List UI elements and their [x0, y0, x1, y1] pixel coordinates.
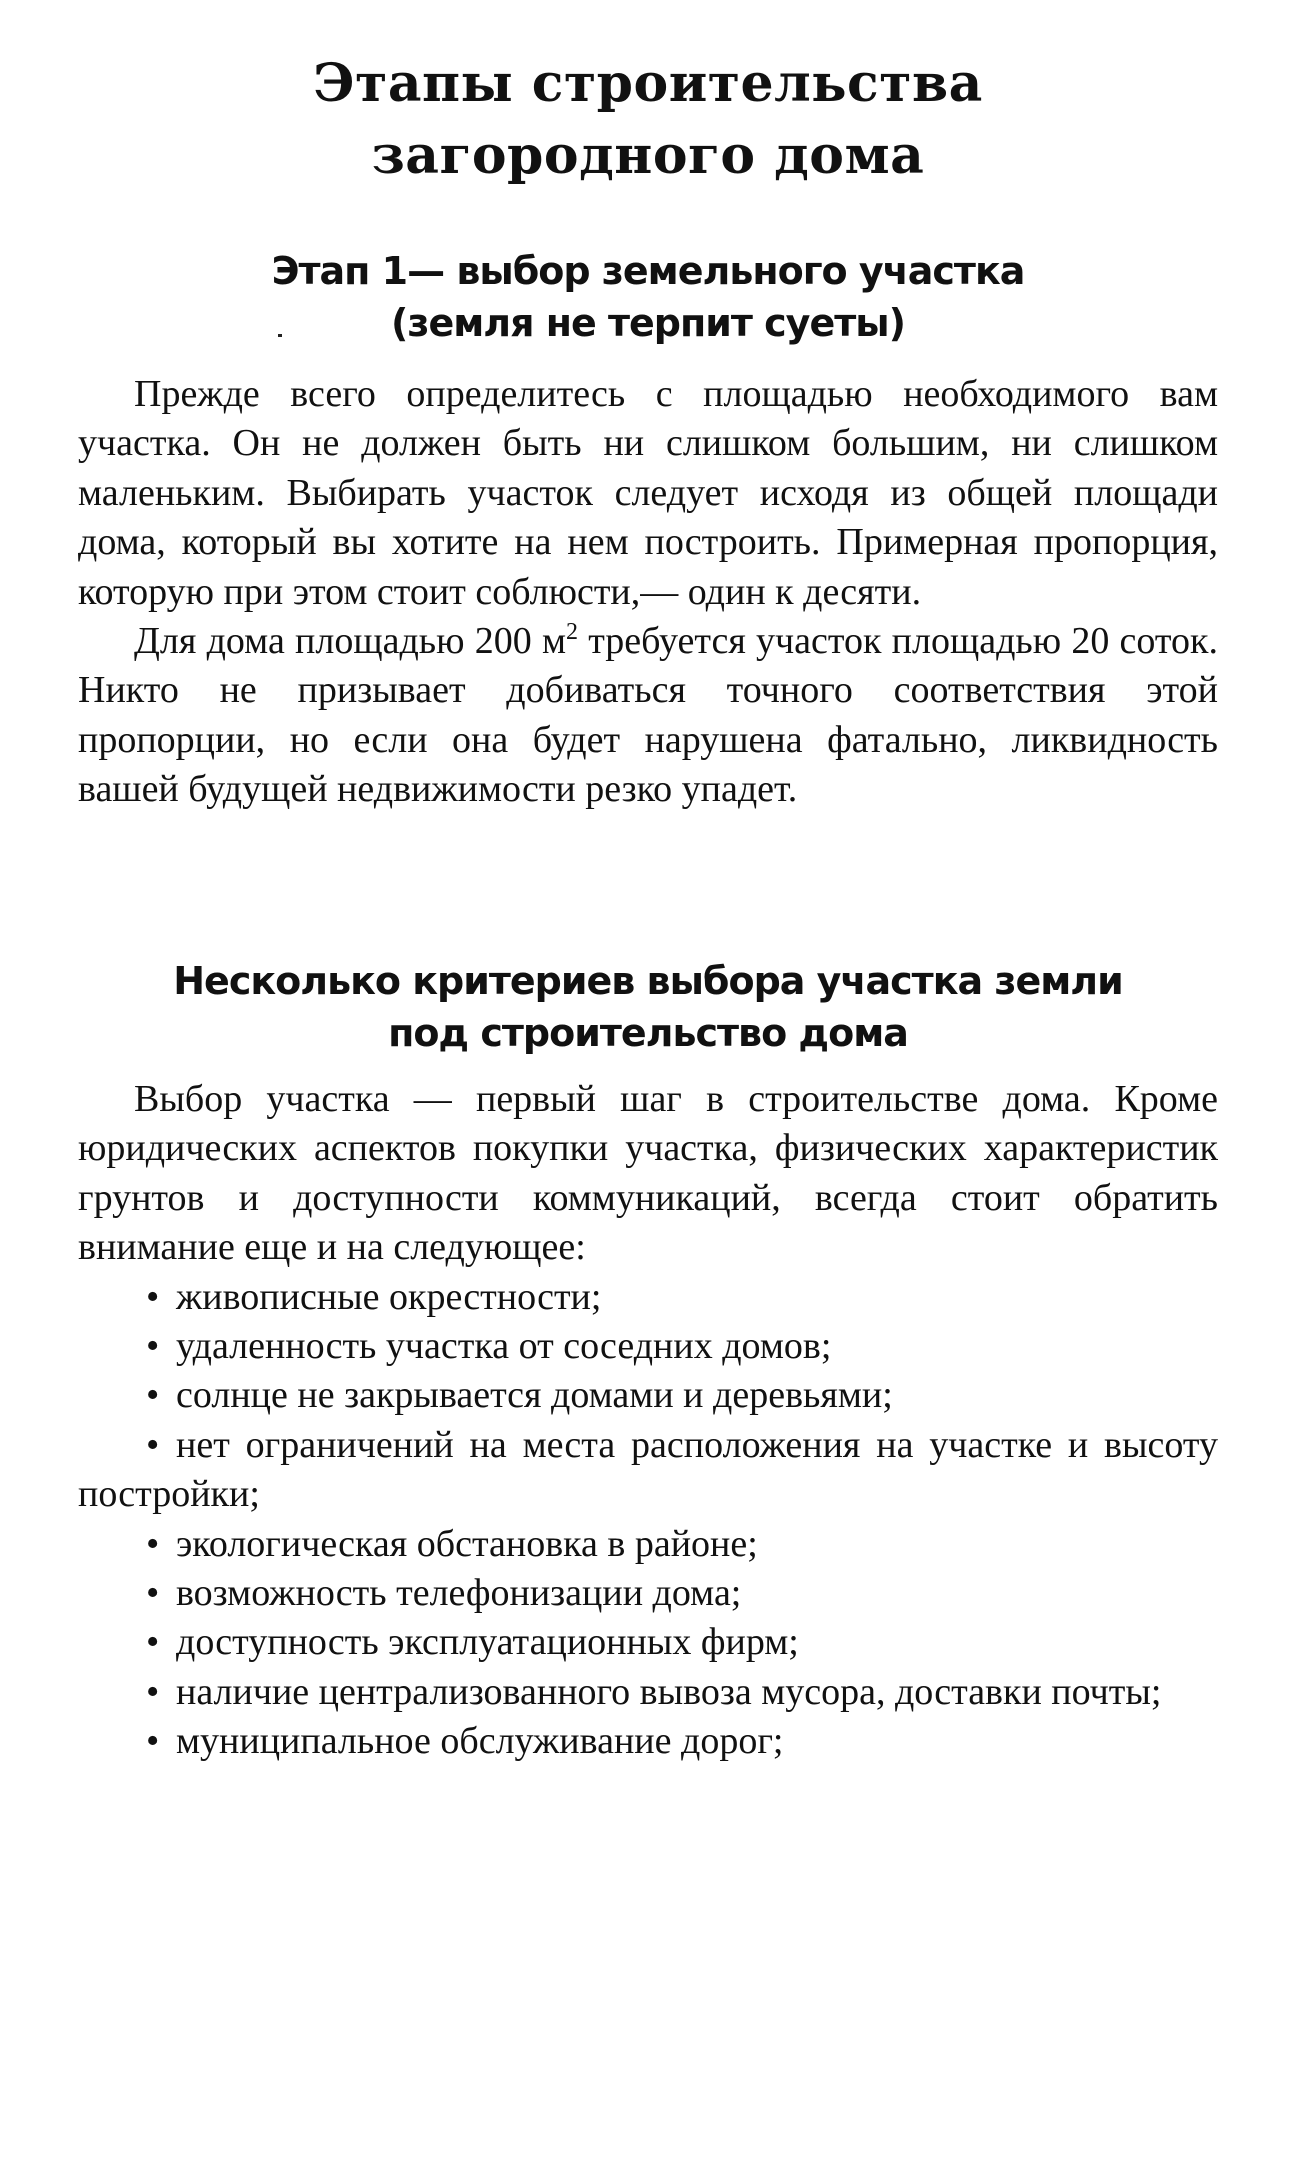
stage-1-heading-line-2: (земля не терпит суеты) — [391, 301, 905, 345]
criteria-body — [78, 1075, 1218, 1767]
list-item — [78, 1371, 1218, 1420]
list-item — [78, 1569, 1218, 1618]
print-speck — [278, 334, 282, 337]
paragraph-text: требуется участок площадью 20 соток. Никто не призывает добиваться точного соответствия этой пропорции, но если она будет нарушена фатально, ликвидность вашей будущей недвижимости резко упадет. — [78, 620, 1218, 811]
bullet-icon: • — [146, 1621, 160, 1664]
paragraph — [78, 617, 1218, 815]
list-item-text: живописные окрестности; — [176, 1275, 602, 1318]
stage-1-body — [78, 370, 1218, 815]
list-item-text: удаленность участка от соседних домов; — [176, 1325, 832, 1368]
list-item — [78, 1322, 1218, 1371]
stage-1-heading-line-1: Этап 1— выбор земельного участка — [271, 249, 1025, 293]
bullet-icon: • — [146, 1522, 160, 1565]
bullet-icon: • — [146, 1275, 160, 1318]
list-item — [78, 1618, 1218, 1667]
bullet-icon: • — [146, 1572, 160, 1615]
bullet-icon: • — [146, 1325, 160, 1368]
list-item-text: доступность эксплуатационных фирм; — [176, 1621, 799, 1664]
list-item-text: муниципальное обслуживание дорог; — [176, 1720, 784, 1763]
book-page — [78, 0, 1218, 2183]
list-item — [78, 1520, 1218, 1569]
bullet-icon: • — [146, 1374, 160, 1417]
criteria-heading-line-1: Несколько критериев выбора участка земли — [173, 959, 1123, 1003]
list-item-text: нет ограничений на места расположения на участке и высоту постройки; — [78, 1423, 1218, 1516]
list-item-text: экологическая обстановка в районе; — [176, 1522, 758, 1565]
superscript: 2 — [566, 619, 578, 646]
page-title-line-1: Этапы строительства — [313, 53, 983, 114]
list-item — [78, 1421, 1218, 1520]
stage-1-heading — [78, 245, 1218, 349]
list-item-text: наличие централизованного вывоза мусора, доставки почты; — [176, 1670, 1162, 1713]
list-item-text: солнце не закрывается домами и деревьями; — [176, 1374, 893, 1417]
criteria-heading-line-2: под строительство дома — [388, 1011, 908, 1055]
paragraph: Прежде всего определитесь с площадью необходимого вам участка. Он не должен быть ни слишком большим, ни слишком маленьким. Выбирать участок следует исходя из общей площади дома, который вы хотите на нем построить. Примерная пропорция, которую при этом стоит соблюсти,— один к десяти. — [78, 373, 1218, 613]
bullet-icon: • — [146, 1423, 160, 1466]
page-title — [78, 48, 1218, 192]
paragraph-text: Для дома площадью 200 м — [134, 620, 566, 663]
list-item-text: возможность телефонизации дома; — [176, 1572, 742, 1615]
list-item — [78, 1273, 1218, 1322]
bullet-icon: • — [146, 1720, 160, 1763]
paragraph: Выбор участка — первый шаг в строительстве дома. Кроме юридических аспектов покупки участка, физических характеристик грунтов и доступности коммуникаций, всегда стоит обратить внимание еще и на следующее: — [78, 1078, 1218, 1269]
criteria-heading — [78, 955, 1218, 1059]
list-item — [78, 1668, 1218, 1717]
criteria-list — [78, 1273, 1218, 1767]
list-item — [78, 1717, 1218, 1766]
bullet-icon: • — [146, 1670, 160, 1713]
page-title-line-2: загородного дома — [371, 125, 925, 186]
